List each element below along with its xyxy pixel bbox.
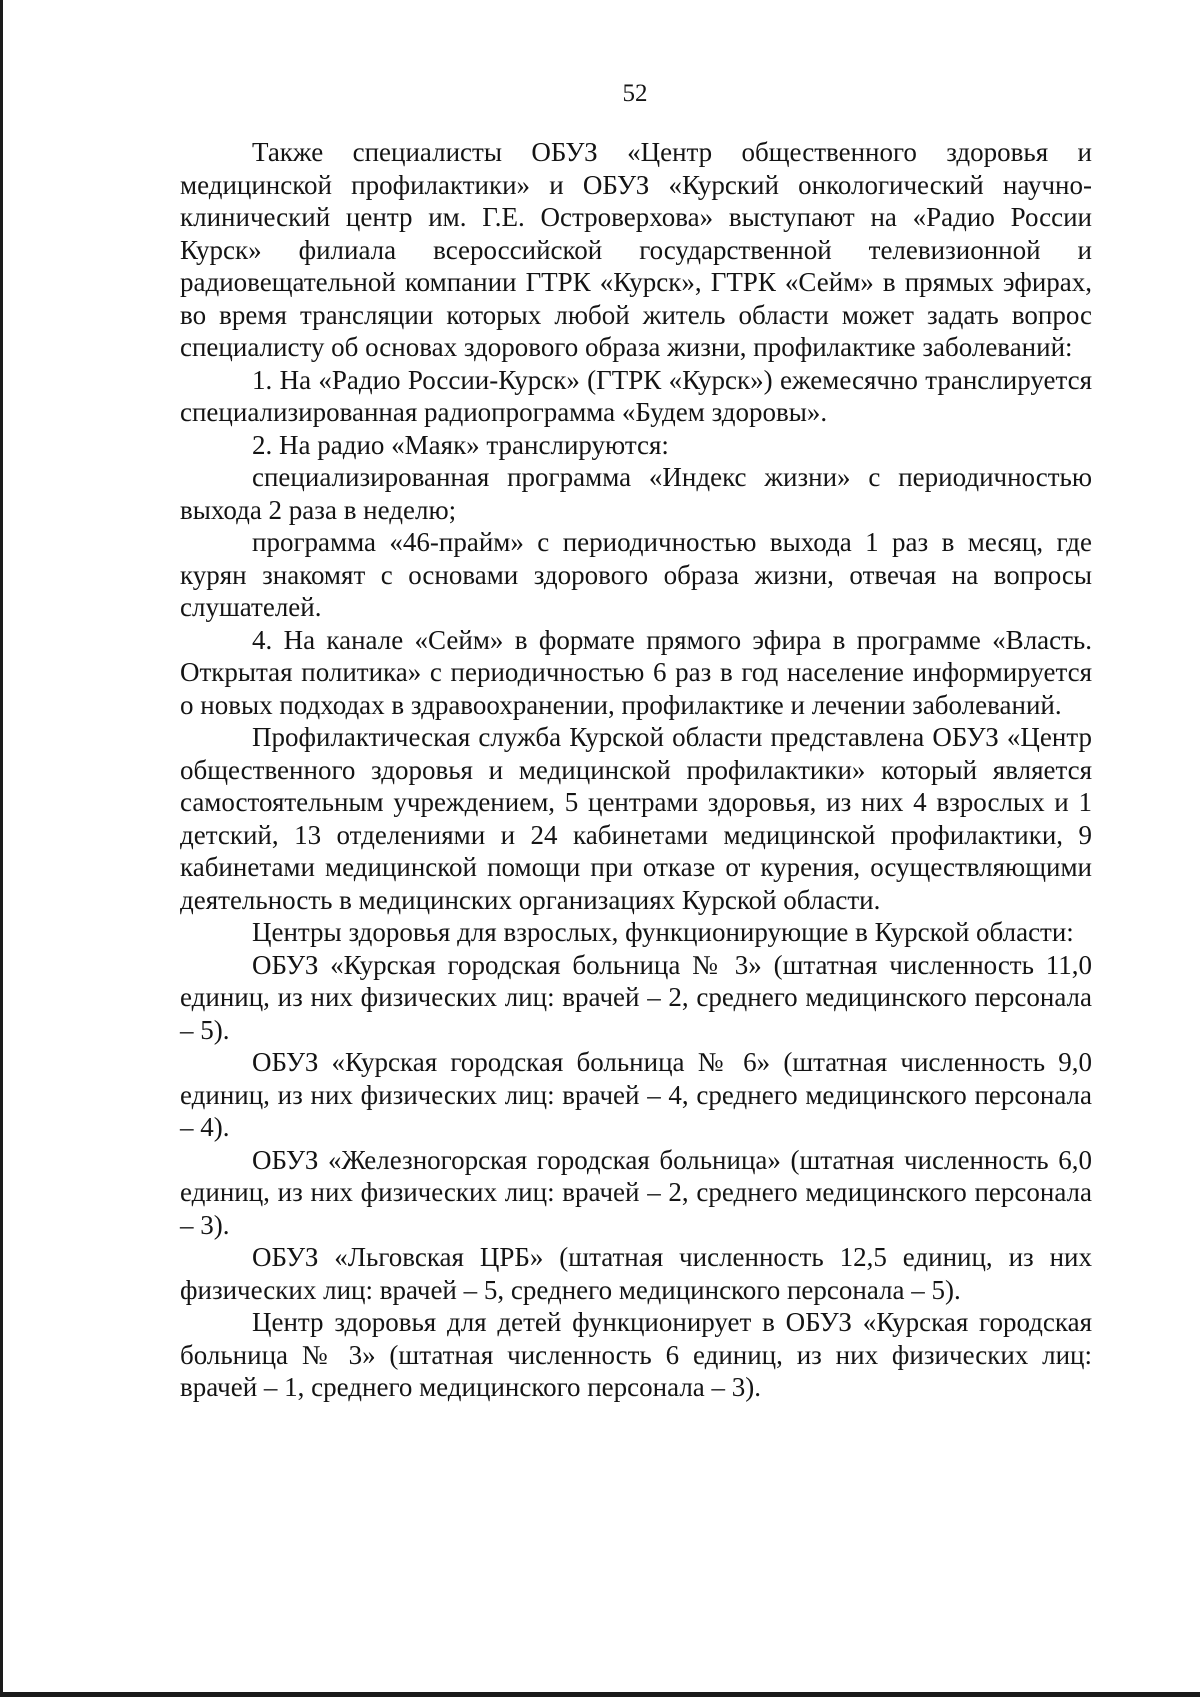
paragraph-lgov-crb: ОБУЗ «Льговская ЦРБ» (штатная численность 12,5 единиц, из них физических лиц: врачей – 5, среднего медицинского персонала – 5). [180, 1242, 1092, 1305]
paragraph-adult-centers-heading: Центры здоровья для взрослых, функционирующие в Курской области: [252, 917, 1074, 947]
paragraph-hospital-6: ОБУЗ «Курская городская больница № 6» (штатная численность 9,0 единиц, из них физических лиц: врачей – 4, среднего медицинского персонала – 4). [180, 1047, 1092, 1142]
paragraph-prevention-service: Профилактическая служба Курской области представлена ОБУЗ «Центр общественного здоровья и медицинской профилактики» который является самостоятельным учреждением, 5 центрами здоровья, из них 4 взрослых и 1 детский, 13 отделениями и 24 кабинетами медицинской профилактики, 9 кабинетами медицинской помощи при отказе от курения, осуществляющими деятельность в медицинских организациях Курской области. [180, 722, 1092, 915]
paragraph-radio-mayak: 2. На радио «Маяк» транслируются: [252, 429, 669, 460]
paragraph-radio-russia-kursk: 1. На «Радио России-Курск» (ГТРК «Курск») ежемесячно транслируется специализированная радиопрограмма «Будем здоровы». [180, 364, 1092, 427]
paragraph-zheleznogorsk-hospital: ОБУЗ «Железногорская городская больница» (штатная численность 6,0 единиц, из них физических лиц: врачей – 2, среднего медицинского персонала – 3). [180, 1144, 1092, 1240]
paragraph-children-center: Центр здоровья для детей функционирует в ОБУЗ «Курская городская больница № 3» (штатная численность 6 единиц, из них физических лиц: врачей – 1, среднего медицинского персонала – 3). [180, 1307, 1092, 1402]
paragraph-46-prime: программа «46-прайм» с периодичностью выхода 1 раз в месяц, где курян знакомят с основами здорового образа жизни, отвечая на вопросы слушателей. [180, 527, 1092, 622]
page-number: 52 [622, 80, 648, 107]
paragraph-seym-channel: 4. На канале «Сейм» в формате прямого эфира в программе «Власть. Открытая политика» с периодичностью 6 раз в год население информируется о новых подходах в здравоохранении, профилактике и лечении заболеваний. [180, 624, 1092, 720]
paragraph-radio-intro: Также специалисты ОБУЗ «Центр общественного здоровья и медицинской профилактики» и ОБУЗ «Курский онкологический научно-клинический центр им. Г.Е. Островерхова» выступают на «Радио России Курск» филиала всероссийской государственной телевизионной и радиовещательной компании ГТРК «Курск», ГТРК «Сейм» в прямых эфирах, во время трансляции которых любой житель области может задать вопрос специалисту об основах здорового образа жизни, профилактике заболеваний: [180, 137, 1092, 362]
scan-edge-left [0, 0, 3, 1697]
scan-edge-bottom [0, 1692, 1200, 1697]
body-text [180, 136, 1092, 1404]
paragraph-hospital-3: ОБУЗ «Курская городская больница № 3» (штатная численность 11,0 единиц, из них физических лиц: врачей – 2, среднего медицинского персонала – 5). [180, 949, 1092, 1045]
paragraph-index-zhizni: специализированная программа «Индекс жизни» с периодичностью выхода 2 раза в неделю; [180, 462, 1092, 525]
